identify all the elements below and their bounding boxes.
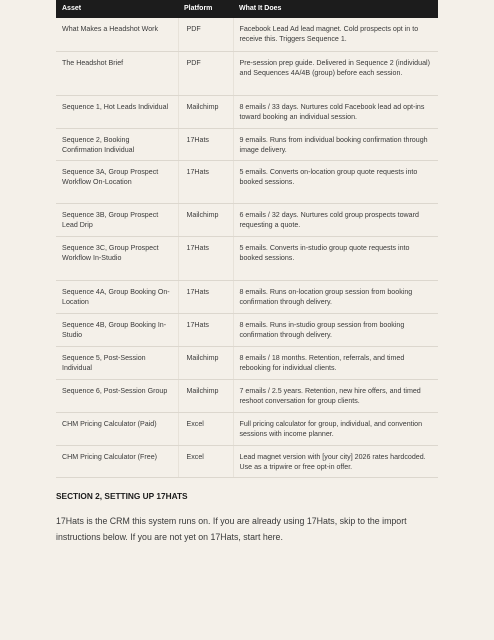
asset-table — [56, 0, 438, 478]
asset-cell: Sequence 3A, Group Prospect Workflow On-Location — [56, 160, 178, 203]
asset-cell: Sequence 1, Hot Leads Individual — [56, 95, 178, 128]
description-cell: 8 emails / 33 days. Nurtures cold Facebook lead ad opt-ins toward booking an individual session. — [233, 95, 438, 128]
section-heading: SECTION 2, SETTING UP 17HATS — [56, 491, 188, 501]
table-header-row — [56, 0, 438, 18]
column-header-platform: Platform — [178, 0, 233, 18]
table-row — [56, 18, 438, 51]
platform-cell: Mailchimp — [178, 346, 233, 379]
asset-cell: Sequence 4B, Group Booking In-Studio — [56, 313, 178, 346]
platform-cell: Excel — [178, 412, 233, 445]
description-cell: 7 emails / 2.5 years. Retention, new hire offers, and timed reshoot conversation for group clients. — [233, 379, 438, 412]
table-row — [56, 95, 438, 128]
asset-cell: Sequence 5, Post-Session Individual — [56, 346, 178, 379]
description-cell: Lead magnet version with [your city] 2026 rates hardcoded. Use as a tripwire or free opt-in offer. — [233, 445, 438, 477]
asset-cell: Sequence 6, Post-Session Group — [56, 379, 178, 412]
asset-cell: The Headshot Brief — [56, 51, 178, 95]
platform-cell: Mailchimp — [178, 203, 233, 236]
platform-cell: 17Hats — [178, 313, 233, 346]
table-row — [56, 160, 438, 203]
asset-cell: What Makes a Headshot Work — [56, 18, 178, 51]
asset-cell: Sequence 3B, Group Prospect Lead Drip — [56, 203, 178, 236]
table-row — [56, 412, 438, 445]
asset-table-container — [56, 0, 438, 478]
description-cell: 8 emails / 18 months. Retention, referrals, and timed rebooking for individual clients. — [233, 346, 438, 379]
table-row — [56, 445, 438, 477]
description-cell: 6 emails / 32 days. Nurtures cold group prospects toward requesting a quote. — [233, 203, 438, 236]
platform-cell: 17Hats — [178, 160, 233, 203]
description-cell: Pre-session prep guide. Delivered in Sequence 2 (individual) and Sequences 4A/4B (group) before each session. — [233, 51, 438, 95]
platform-cell: Excel — [178, 445, 233, 477]
table-row — [56, 51, 438, 95]
platform-cell: 17Hats — [178, 128, 233, 160]
platform-cell: PDF — [178, 18, 233, 51]
table-row — [56, 128, 438, 160]
table-row — [56, 313, 438, 346]
asset-cell: Sequence 3C, Group Prospect Workflow In-Studio — [56, 236, 178, 280]
table-row — [56, 280, 438, 313]
platform-cell: Mailchimp — [178, 379, 233, 412]
description-cell: 8 emails. Runs in-studio group session from booking confirmation through delivery. — [233, 313, 438, 346]
description-cell: 8 emails. Runs on-location group session from booking confirmation through delivery. — [233, 280, 438, 313]
asset-cell: CHM Pricing Calculator (Paid) — [56, 412, 178, 445]
platform-cell: Mailchimp — [178, 95, 233, 128]
description-cell: Facebook Lead Ad lead magnet. Cold prospects opt in to receive this. Triggers Sequence 1. — [233, 18, 438, 51]
table-row — [56, 236, 438, 280]
table-row — [56, 379, 438, 412]
platform-cell: PDF — [178, 51, 233, 95]
column-header-asset: Asset — [56, 0, 178, 18]
description-cell: 5 emails. Converts in-studio group quote requests into booked sessions. — [233, 236, 438, 280]
description-cell: 5 emails. Converts on-location group quote requests into booked sessions. — [233, 160, 438, 203]
section-body-text: 17Hats is the CRM this system runs on. If you are already using 17Hats, skip to the import instructions below. If you are not yet on 17Hats, start here. — [56, 516, 407, 542]
asset-cell: CHM Pricing Calculator (Free) — [56, 445, 178, 477]
description-cell: Full pricing calculator for group, individual, and convention sessions with income planner. — [233, 412, 438, 445]
asset-cell: Sequence 2, Booking Confirmation Individual — [56, 128, 178, 160]
platform-cell: 17Hats — [178, 280, 233, 313]
asset-cell: Sequence 4A, Group Booking On-Location — [56, 280, 178, 313]
platform-cell: 17Hats — [178, 236, 233, 280]
description-cell: 9 emails. Runs from individual booking confirmation through image delivery. — [233, 128, 438, 160]
table-row — [56, 346, 438, 379]
column-header-what-it-does: What It Does — [233, 0, 438, 18]
table-row — [56, 203, 438, 236]
